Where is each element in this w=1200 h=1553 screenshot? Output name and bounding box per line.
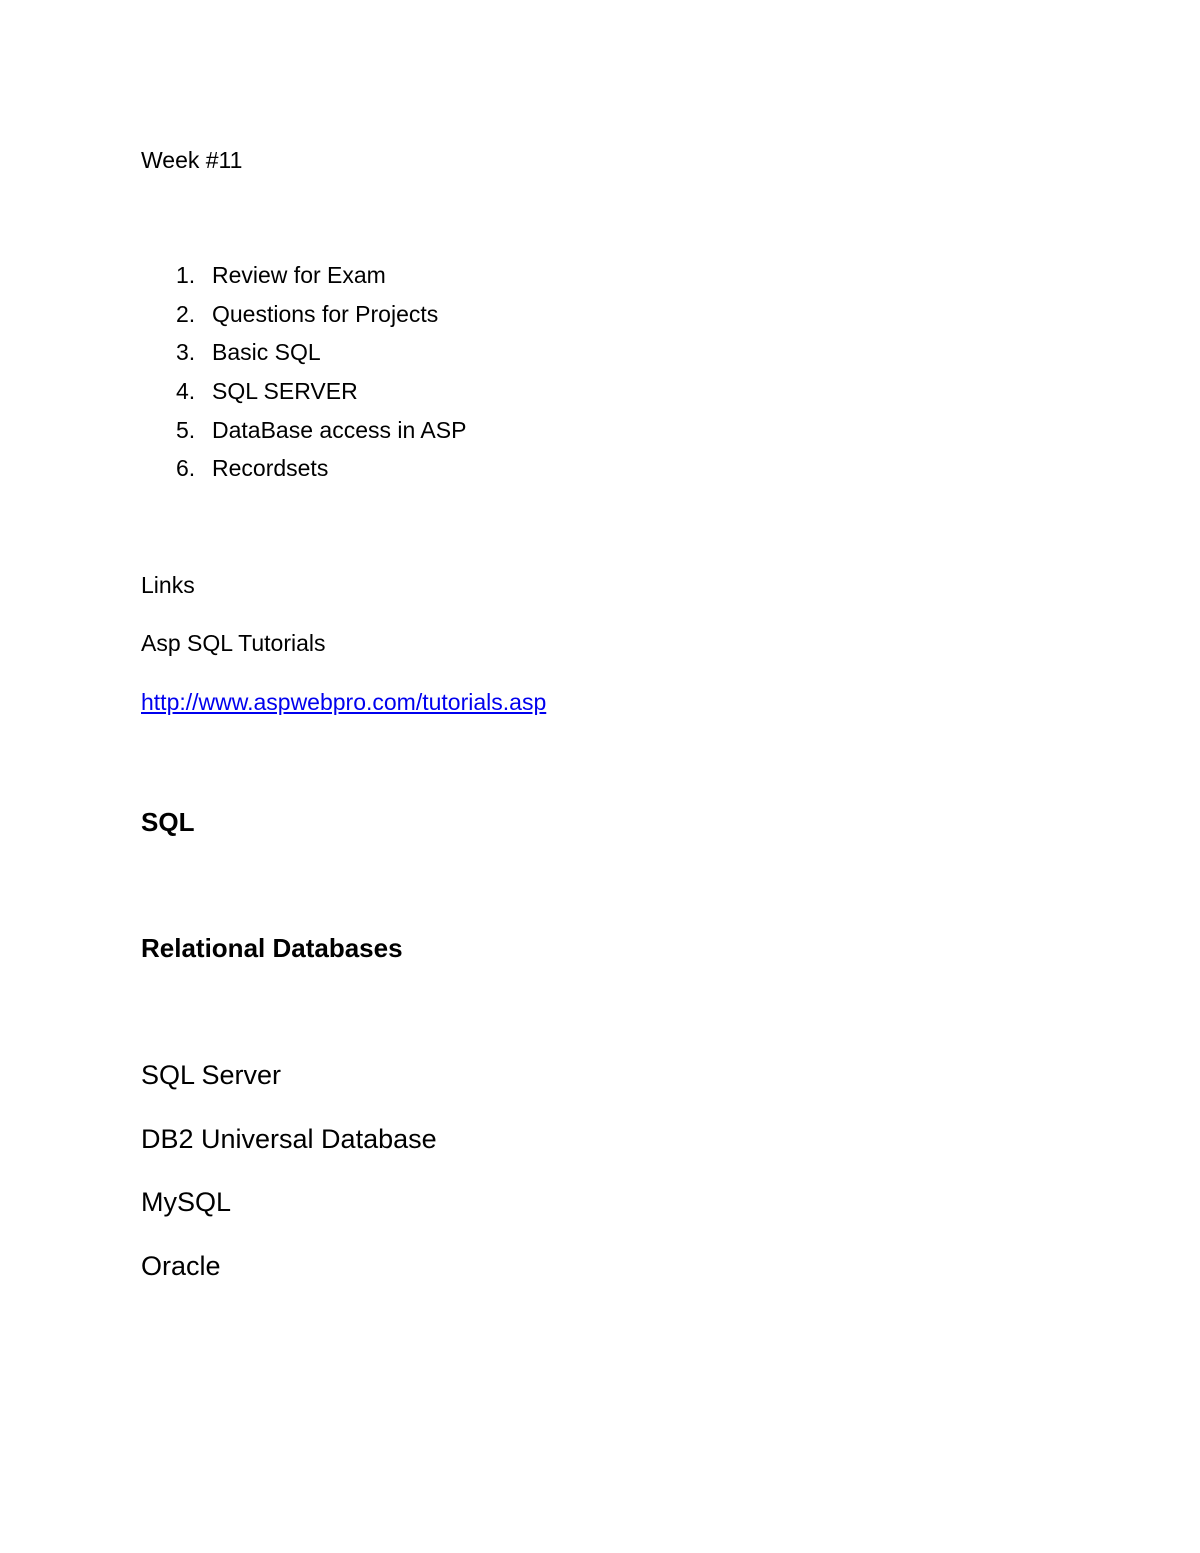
list-item-number: 5. (176, 416, 196, 443)
list-item-number: 4. (176, 378, 196, 405)
list-item (176, 380, 466, 419)
week-title: Week #11 (141, 147, 243, 173)
list-item-text: Basic SQL (212, 339, 321, 366)
list-item-text: Review for Exam (212, 262, 386, 288)
list-item-text: Questions for Projects (212, 300, 439, 327)
database-item-mysql: MySQL (141, 1187, 232, 1217)
agenda-list (176, 264, 466, 496)
list-item (176, 457, 466, 496)
database-item-oracle: Oracle (141, 1251, 221, 1281)
database-item-db2: DB2 Universal Database (141, 1124, 437, 1154)
list-item (176, 264, 466, 303)
list-item-text: SQL SERVER (212, 378, 358, 405)
list-item (176, 341, 466, 380)
links-label: Links (141, 572, 195, 598)
database-item-sql-server: SQL Server (141, 1060, 282, 1090)
list-item-number: 1. (176, 262, 196, 288)
sql-heading: SQL (141, 807, 195, 837)
relational-databases-heading: Relational Databases (141, 933, 403, 963)
tutorial-label: Asp SQL Tutorials (141, 630, 326, 656)
tutorial-link[interactable]: http://www.aspwebpro.com/tutorials.asp (141, 689, 547, 715)
list-item-number: 2. (176, 300, 196, 327)
list-item-text: DataBase access in ASP (212, 416, 467, 443)
list-item (176, 300, 466, 342)
list-item-number: 3. (176, 339, 196, 366)
list-item (176, 416, 467, 458)
list-item-number: 6. (176, 455, 196, 482)
list-item-text: Recordsets (212, 455, 329, 482)
